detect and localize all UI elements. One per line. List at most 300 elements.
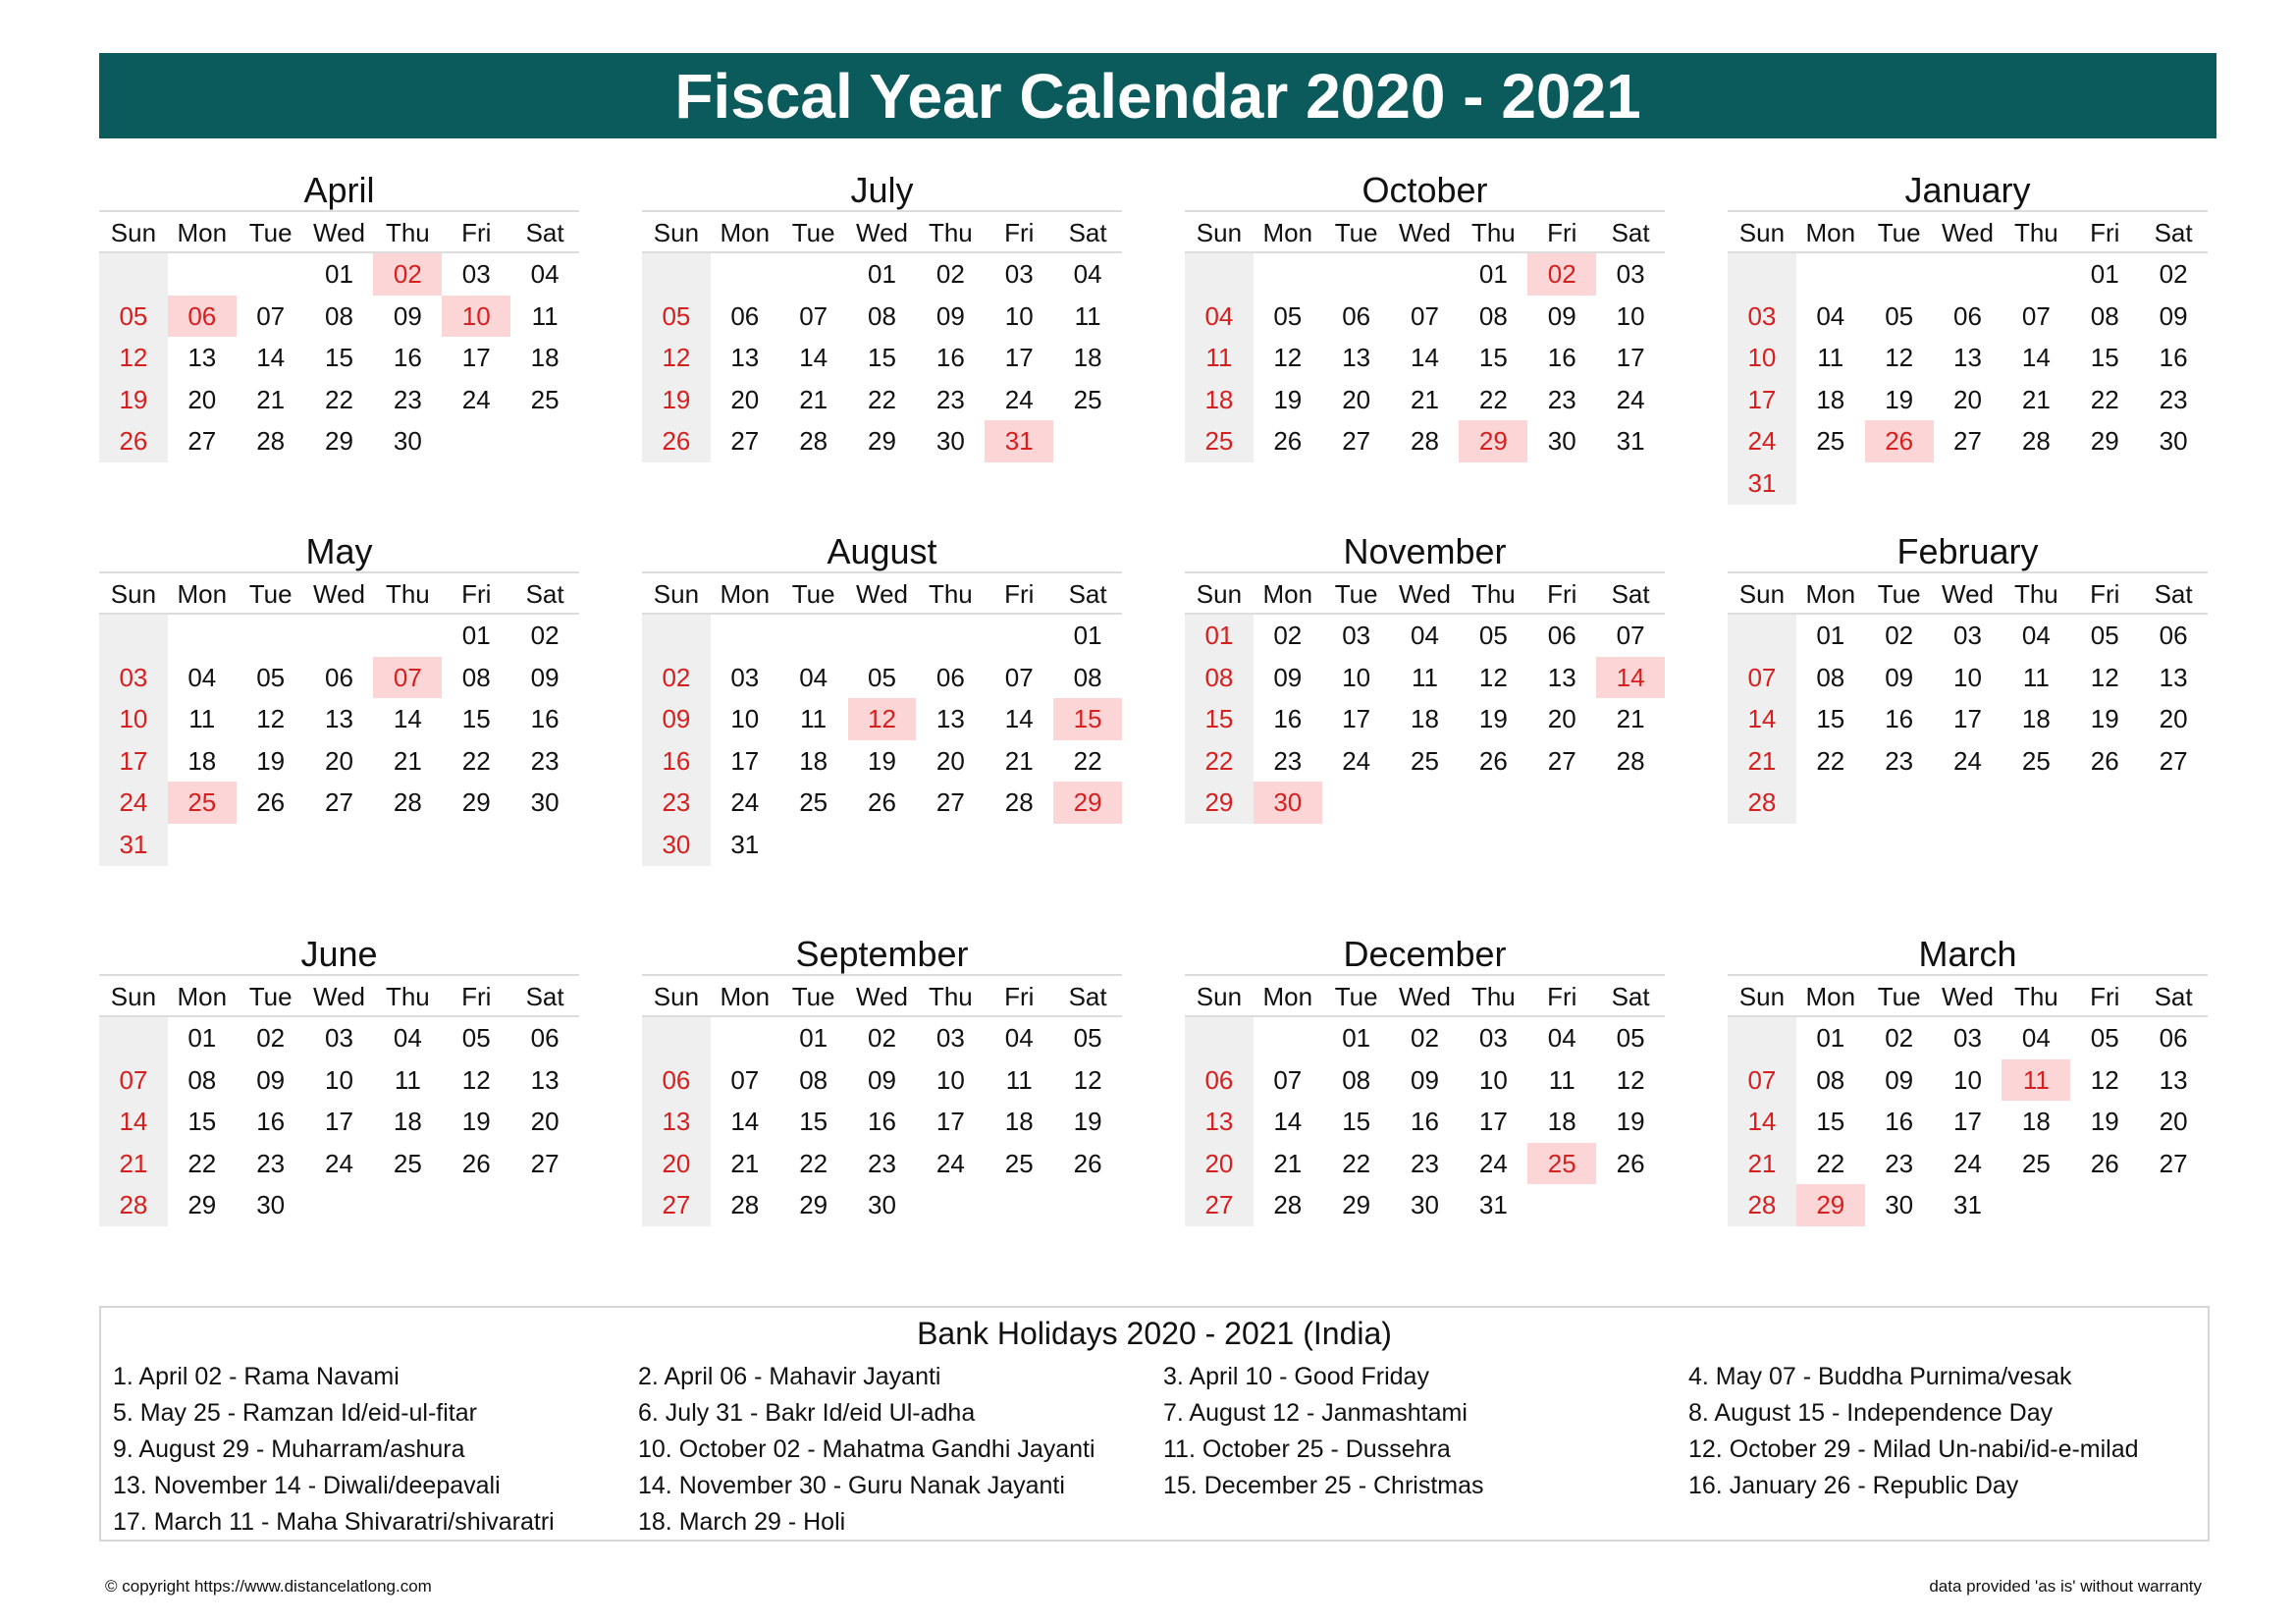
day-cell: 09 — [1885, 662, 1914, 692]
day-grid — [642, 253, 1122, 462]
weekday-label: Thu — [2013, 579, 2058, 609]
day-cell: 08 — [1073, 662, 1102, 692]
weekday-label: Tue — [1334, 982, 1378, 1011]
day-cell: 16 — [1885, 704, 1914, 734]
empty-cell — [168, 253, 237, 296]
day-cell: 16 — [2159, 343, 2188, 373]
weekday-label: Thu — [928, 218, 973, 247]
day-cell: 10 — [935, 1064, 965, 1095]
day-cell: 16 — [1885, 1107, 1914, 1137]
day-cell: 17 — [730, 745, 760, 776]
weekday-label: Tue — [248, 218, 293, 247]
day-cell: 30 — [868, 1190, 896, 1220]
month-name: October — [1185, 169, 1665, 212]
holiday-item: 6. July 31 - Bakr Id/eid Ul-adha — [638, 1399, 976, 1427]
day-cell: 15 — [187, 1107, 217, 1137]
weekday-label: Fri — [1004, 218, 1035, 247]
day-cell: 28 — [1273, 1190, 1303, 1220]
day-cell: 19 — [642, 379, 711, 421]
empty-cell — [99, 615, 168, 657]
day-cell: 02 — [2159, 259, 2188, 289]
day-cell: 08 — [187, 1064, 217, 1095]
day-cell: 11 — [531, 300, 559, 331]
day-cell: 17 — [1342, 704, 1371, 734]
weekday-header — [1185, 573, 1665, 615]
empty-cell — [642, 253, 711, 296]
holiday-day: 25 — [168, 782, 237, 824]
empty-cell — [1254, 253, 1322, 296]
day-cell: 31 — [1953, 1190, 1982, 1220]
day-cell: 02 — [1885, 621, 1914, 650]
day-cell: 25 — [799, 787, 828, 818]
day-cell: 29 — [1342, 1190, 1371, 1220]
day-cell: 05 — [461, 1023, 491, 1053]
day-cell: 06 — [530, 1023, 560, 1053]
month-february — [1728, 530, 2208, 824]
weekday-label: Wed — [1942, 218, 1994, 247]
day-cell: 01 — [1816, 621, 1845, 650]
day-cell: 17 — [1004, 343, 1034, 373]
day-cell: 02 — [1411, 1023, 1439, 1053]
day-cell: 04 — [1185, 296, 1254, 338]
day-cell: 15 — [1342, 1107, 1371, 1137]
weekday-label: Tue — [1877, 579, 1921, 609]
day-cell: 17 — [99, 740, 168, 783]
day-cell: 26 — [2090, 1148, 2119, 1178]
day-cell: 24 — [1953, 745, 1982, 776]
day-cell: 01 — [2090, 259, 2119, 289]
day-cell: 19 — [461, 1107, 491, 1137]
day-cell: 26 — [1478, 745, 1508, 776]
day-cell: 15 — [461, 704, 491, 734]
day-cell: 30 — [1411, 1190, 1439, 1220]
day-cell: 23 — [1885, 1148, 1914, 1178]
day-cell: 18 — [1185, 379, 1254, 421]
day-cell: 10 — [1342, 662, 1371, 692]
holiday-day: 31 — [985, 420, 1053, 462]
day-cell: 21 — [2021, 384, 2051, 414]
day-cell: 04 — [2021, 1023, 2051, 1053]
day-cell: 18 — [530, 343, 560, 373]
weekday-label: Sat — [525, 218, 564, 247]
day-cell: 14 — [1411, 343, 1439, 373]
day-cell: 15 — [325, 343, 353, 373]
day-cell: 04 — [530, 259, 560, 289]
day-cell: 20 — [187, 384, 217, 414]
day-cell: 12 — [2090, 1064, 2119, 1095]
weekday-label: Fri — [2090, 982, 2120, 1011]
day-cell: 24 — [99, 782, 168, 824]
weekday-label: Tue — [791, 982, 835, 1011]
empty-cell — [1185, 253, 1254, 296]
empty-cell — [168, 615, 237, 657]
holiday-day: 11 — [2002, 1059, 2070, 1102]
month-january — [1728, 169, 2208, 505]
day-cell: 05 — [256, 662, 286, 692]
day-cell: 11 — [800, 704, 828, 734]
empty-cell — [1728, 253, 1796, 296]
weekday-label: Fri — [1547, 579, 1577, 609]
weekday-label: Mon — [720, 218, 771, 247]
day-cell: 28 — [799, 426, 828, 457]
day-cell: 18 — [1411, 704, 1439, 734]
day-cell: 27 — [1547, 745, 1576, 776]
day-cell: 03 — [1004, 259, 1034, 289]
holidays-list — [101, 1359, 2208, 1541]
day-cell: 28 — [256, 426, 286, 457]
day-cell: 03 — [99, 657, 168, 699]
holiday-item: 8. August 15 - Independence Day — [1688, 1399, 2054, 1427]
weekday-label: Mon — [1262, 218, 1313, 247]
day-cell: 29 — [799, 1190, 828, 1220]
month-name: May — [99, 530, 579, 573]
day-cell: 20 — [642, 1143, 711, 1185]
page-title: Fiscal Year Calendar 2020 - 2021 — [99, 53, 2216, 138]
day-cell: 01 — [461, 621, 491, 650]
day-cell: 20 — [1953, 384, 1982, 414]
day-cell: 19 — [1273, 384, 1303, 414]
day-cell: 23 — [935, 384, 965, 414]
day-cell: 04 — [1073, 259, 1102, 289]
day-cell: 11 — [1817, 343, 1844, 373]
day-cell: 31 — [99, 824, 168, 866]
day-grid — [1728, 1017, 2208, 1226]
holiday-day: 29 — [1053, 782, 1122, 824]
day-cell: 15 — [2090, 343, 2119, 373]
day-cell: 02 — [868, 1023, 896, 1053]
holiday-day: 26 — [1865, 420, 1934, 462]
day-cell: 16 — [935, 343, 965, 373]
holiday-day: 25 — [1527, 1143, 1596, 1185]
day-cell: 31 — [1616, 426, 1645, 457]
day-cell: 05 — [1273, 300, 1303, 331]
day-cell: 12 — [1073, 1064, 1102, 1095]
holiday-item: 10. October 02 - Mahatma Gandhi Jayanti — [638, 1435, 1095, 1463]
empty-cell — [237, 253, 305, 296]
day-cell: 12 — [1616, 1064, 1645, 1095]
day-cell: 13 — [642, 1101, 711, 1143]
day-cell: 12 — [1273, 343, 1303, 373]
month-name: April — [99, 169, 579, 212]
month-november — [1185, 530, 1665, 824]
day-cell: 18 — [2021, 1107, 2051, 1137]
day-cell: 20 — [2159, 1107, 2188, 1137]
day-cell: 14 — [99, 1101, 168, 1143]
day-cell: 21 — [1616, 704, 1645, 734]
weekday-header — [642, 573, 1122, 615]
day-cell: 19 — [2090, 1107, 2119, 1137]
day-cell: 15 — [1816, 1107, 1845, 1137]
weekday-label: Sat — [525, 982, 564, 1011]
holiday-day: 07 — [373, 657, 442, 699]
day-cell: 11 — [394, 1064, 421, 1095]
weekday-header — [642, 212, 1122, 253]
day-cell: 20 — [730, 384, 760, 414]
day-cell: 21 — [1411, 384, 1439, 414]
day-cell: 26 — [642, 420, 711, 462]
day-cell: 05 — [2090, 621, 2119, 650]
weekday-label: Sat — [1611, 218, 1650, 247]
day-cell: 26 — [2090, 745, 2119, 776]
day-cell: 16 — [1411, 1107, 1439, 1137]
month-name: June — [99, 933, 579, 976]
day-cell: 22 — [1073, 745, 1102, 776]
weekday-label: Tue — [791, 218, 835, 247]
holiday-item: 17. March 11 - Maha Shivaratri/shivaratri — [113, 1508, 555, 1536]
weekday-label: Wed — [1942, 579, 1994, 609]
weekday-label: Sat — [1068, 218, 1107, 247]
day-cell: 06 — [325, 662, 353, 692]
empty-cell — [1391, 253, 1460, 296]
weekday-label: Tue — [248, 579, 293, 609]
day-cell: 10 — [730, 704, 760, 734]
day-cell: 04 — [1004, 1023, 1034, 1053]
holiday-item: 5. May 25 - Ramzan Id/eid-ul-fitar — [113, 1399, 477, 1427]
day-cell: 10 — [99, 698, 168, 740]
day-cell: 21 — [99, 1143, 168, 1185]
weekday-header — [1728, 976, 2208, 1017]
warranty-text: data provided 'as is' without warranty — [1929, 1577, 2202, 1596]
empty-cell — [711, 615, 779, 657]
day-grid — [99, 253, 579, 462]
day-cell: 17 — [935, 1107, 965, 1137]
day-cell: 26 — [256, 787, 286, 818]
weekday-label: Fri — [461, 982, 492, 1011]
day-cell: 03 — [1953, 1023, 1982, 1053]
day-cell: 24 — [1728, 420, 1796, 462]
day-cell: 19 — [99, 379, 168, 421]
day-cell: 30 — [256, 1190, 286, 1220]
day-cell: 15 — [868, 343, 896, 373]
copyright-text: © copyright https://www.distancelatlong.com — [105, 1577, 432, 1596]
weekday-label: Thu — [1470, 579, 1516, 609]
day-cell: 07 — [256, 300, 286, 331]
empty-cell — [779, 253, 848, 296]
day-cell: 23 — [642, 782, 711, 824]
day-grid — [1728, 253, 2208, 505]
day-cell: 04 — [1816, 300, 1845, 331]
day-cell: 27 — [730, 426, 760, 457]
day-cell: 07 — [1616, 621, 1645, 650]
day-cell: 20 — [1547, 704, 1576, 734]
weekday-label: Wed — [313, 218, 365, 247]
day-cell: 12 — [1478, 662, 1508, 692]
weekday-label: Sun — [1196, 579, 1243, 609]
day-cell: 07 — [1411, 300, 1439, 331]
weekday-label: Sat — [2154, 579, 2193, 609]
day-cell: 25 — [1004, 1148, 1034, 1178]
weekday-label: Mon — [1805, 579, 1856, 609]
day-cell: 03 — [1478, 1023, 1508, 1053]
empty-cell — [1796, 253, 1865, 296]
empty-cell — [1185, 1017, 1254, 1059]
weekday-label: Thu — [928, 982, 973, 1011]
empty-cell — [1728, 615, 1796, 657]
weekday-label: Sun — [1196, 218, 1243, 247]
day-cell: 20 — [530, 1107, 560, 1137]
day-cell: 02 — [1885, 1023, 1914, 1053]
weekday-label: Sat — [1068, 982, 1107, 1011]
day-cell: 22 — [1816, 745, 1845, 776]
holiday-day: 10 — [442, 296, 510, 338]
day-cell: 30 — [1885, 1190, 1914, 1220]
day-cell: 07 — [799, 300, 828, 331]
day-cell: 03 — [1728, 296, 1796, 338]
weekday-label: Sun — [653, 982, 700, 1011]
weekday-label: Thu — [1470, 982, 1516, 1011]
month-name: September — [642, 933, 1122, 976]
day-cell: 12 — [1885, 343, 1914, 373]
day-cell: 11 — [1548, 1064, 1575, 1095]
day-cell: 08 — [799, 1064, 828, 1095]
holiday-day: 06 — [168, 296, 237, 338]
day-cell: 06 — [935, 662, 965, 692]
weekday-label: Tue — [791, 579, 835, 609]
day-cell: 27 — [935, 787, 965, 818]
day-cell: 09 — [1547, 300, 1576, 331]
holiday-item: 13. November 14 - Diwali/deepavali — [113, 1472, 501, 1499]
day-cell: 20 — [1185, 1143, 1254, 1185]
day-cell: 21 — [1004, 745, 1034, 776]
day-cell: 23 — [530, 745, 560, 776]
day-cell: 08 — [868, 300, 896, 331]
day-cell: 03 — [935, 1023, 965, 1053]
day-cell: 22 — [1478, 384, 1508, 414]
day-cell: 12 — [256, 704, 286, 734]
empty-cell — [916, 615, 985, 657]
day-cell: 21 — [730, 1148, 760, 1178]
day-grid — [1185, 1017, 1665, 1226]
empty-cell — [1865, 253, 1934, 296]
day-cell: 06 — [1185, 1059, 1254, 1102]
day-cell: 05 — [868, 662, 896, 692]
day-cell: 03 — [1616, 259, 1645, 289]
day-cell: 11 — [1185, 337, 1254, 379]
weekday-label: Fri — [1547, 218, 1577, 247]
weekday-label: Mon — [1805, 218, 1856, 247]
empty-cell — [1934, 253, 2002, 296]
day-cell: 29 — [325, 426, 353, 457]
day-cell: 25 — [393, 1148, 422, 1178]
weekday-label: Mon — [1262, 579, 1313, 609]
empty-cell — [99, 253, 168, 296]
day-cell: 11 — [1005, 1064, 1033, 1095]
day-cell: 13 — [1953, 343, 1982, 373]
weekday-label: Wed — [1399, 579, 1451, 609]
day-cell: 05 — [1885, 300, 1914, 331]
weekday-label: Fri — [461, 579, 492, 609]
day-cell: 18 — [1816, 384, 1845, 414]
day-cell: 27 — [2159, 1148, 2188, 1178]
day-cell: 21 — [799, 384, 828, 414]
day-cell: 25 — [2021, 1148, 2051, 1178]
weekday-label: Tue — [248, 982, 293, 1011]
day-cell: 11 — [188, 704, 216, 734]
holiday-item: 4. May 07 - Buddha Purnima/vesak — [1688, 1363, 2072, 1390]
empty-cell — [305, 615, 374, 657]
weekday-label: Mon — [720, 579, 771, 609]
day-cell: 08 — [2090, 300, 2119, 331]
day-cell: 06 — [642, 1059, 711, 1102]
month-december — [1185, 933, 1665, 1226]
day-cell: 25 — [1185, 420, 1254, 462]
day-cell: 23 — [1411, 1148, 1439, 1178]
day-cell: 28 — [1728, 1184, 1796, 1226]
empty-cell — [2002, 253, 2070, 296]
weekday-label: Wed — [313, 982, 365, 1011]
weekday-label: Thu — [385, 982, 430, 1011]
holiday-day: 29 — [1796, 1184, 1865, 1226]
day-cell: 23 — [868, 1148, 896, 1178]
month-name: March — [1728, 933, 2208, 976]
day-cell: 31 — [730, 829, 760, 859]
day-cell: 14 — [393, 704, 422, 734]
weekday-label: Sat — [1611, 579, 1650, 609]
weekday-label: Thu — [2013, 982, 2058, 1011]
month-july — [642, 169, 1122, 462]
day-cell: 09 — [935, 300, 965, 331]
day-cell: 04 — [1547, 1023, 1576, 1053]
day-cell: 15 — [1478, 343, 1508, 373]
day-cell: 10 — [1953, 1064, 1982, 1095]
weekday-header — [99, 212, 579, 253]
day-cell: 08 — [1816, 1064, 1845, 1095]
weekday-label: Fri — [2090, 218, 2120, 247]
day-grid — [1185, 615, 1665, 824]
day-cell: 23 — [256, 1148, 286, 1178]
weekday-label: Fri — [1004, 579, 1035, 609]
day-cell: 06 — [1953, 300, 1982, 331]
day-cell: 09 — [393, 300, 422, 331]
day-cell: 09 — [642, 698, 711, 740]
day-cell: 18 — [2021, 704, 2051, 734]
day-cell: 30 — [642, 824, 711, 866]
weekday-label: Wed — [1399, 218, 1451, 247]
weekday-label: Sun — [110, 982, 157, 1011]
day-cell: 09 — [2159, 300, 2188, 331]
weekday-header — [99, 976, 579, 1017]
month-september — [642, 933, 1122, 1226]
day-cell: 13 — [730, 343, 760, 373]
day-cell: 19 — [2090, 704, 2119, 734]
day-cell: 22 — [1342, 1148, 1371, 1178]
day-cell: 15 — [1816, 704, 1845, 734]
day-cell: 01 — [187, 1023, 217, 1053]
month-name: December — [1185, 933, 1665, 976]
day-cell: 03 — [1342, 621, 1371, 650]
day-cell: 22 — [187, 1148, 217, 1178]
day-cell: 15 — [1185, 698, 1254, 740]
day-cell: 31 — [1478, 1190, 1508, 1220]
day-cell: 22 — [1816, 1148, 1845, 1178]
weekday-label: Mon — [1805, 982, 1856, 1011]
day-cell: 13 — [187, 343, 217, 373]
weekday-label: Mon — [177, 218, 228, 247]
day-cell: 27 — [2159, 745, 2188, 776]
holiday-item: 1. April 02 - Rama Navami — [113, 1363, 400, 1390]
weekday-header — [1185, 976, 1665, 1017]
weekday-label: Fri — [2090, 579, 2120, 609]
day-cell: 30 — [393, 426, 422, 457]
weekday-label: Sun — [1196, 982, 1243, 1011]
day-cell: 16 — [530, 704, 560, 734]
weekday-label: Wed — [856, 218, 908, 247]
weekday-label: Tue — [1334, 218, 1378, 247]
weekday-header — [1728, 212, 2208, 253]
day-cell: 03 — [730, 662, 760, 692]
day-cell: 22 — [2090, 384, 2119, 414]
day-cell: 09 — [256, 1064, 286, 1095]
